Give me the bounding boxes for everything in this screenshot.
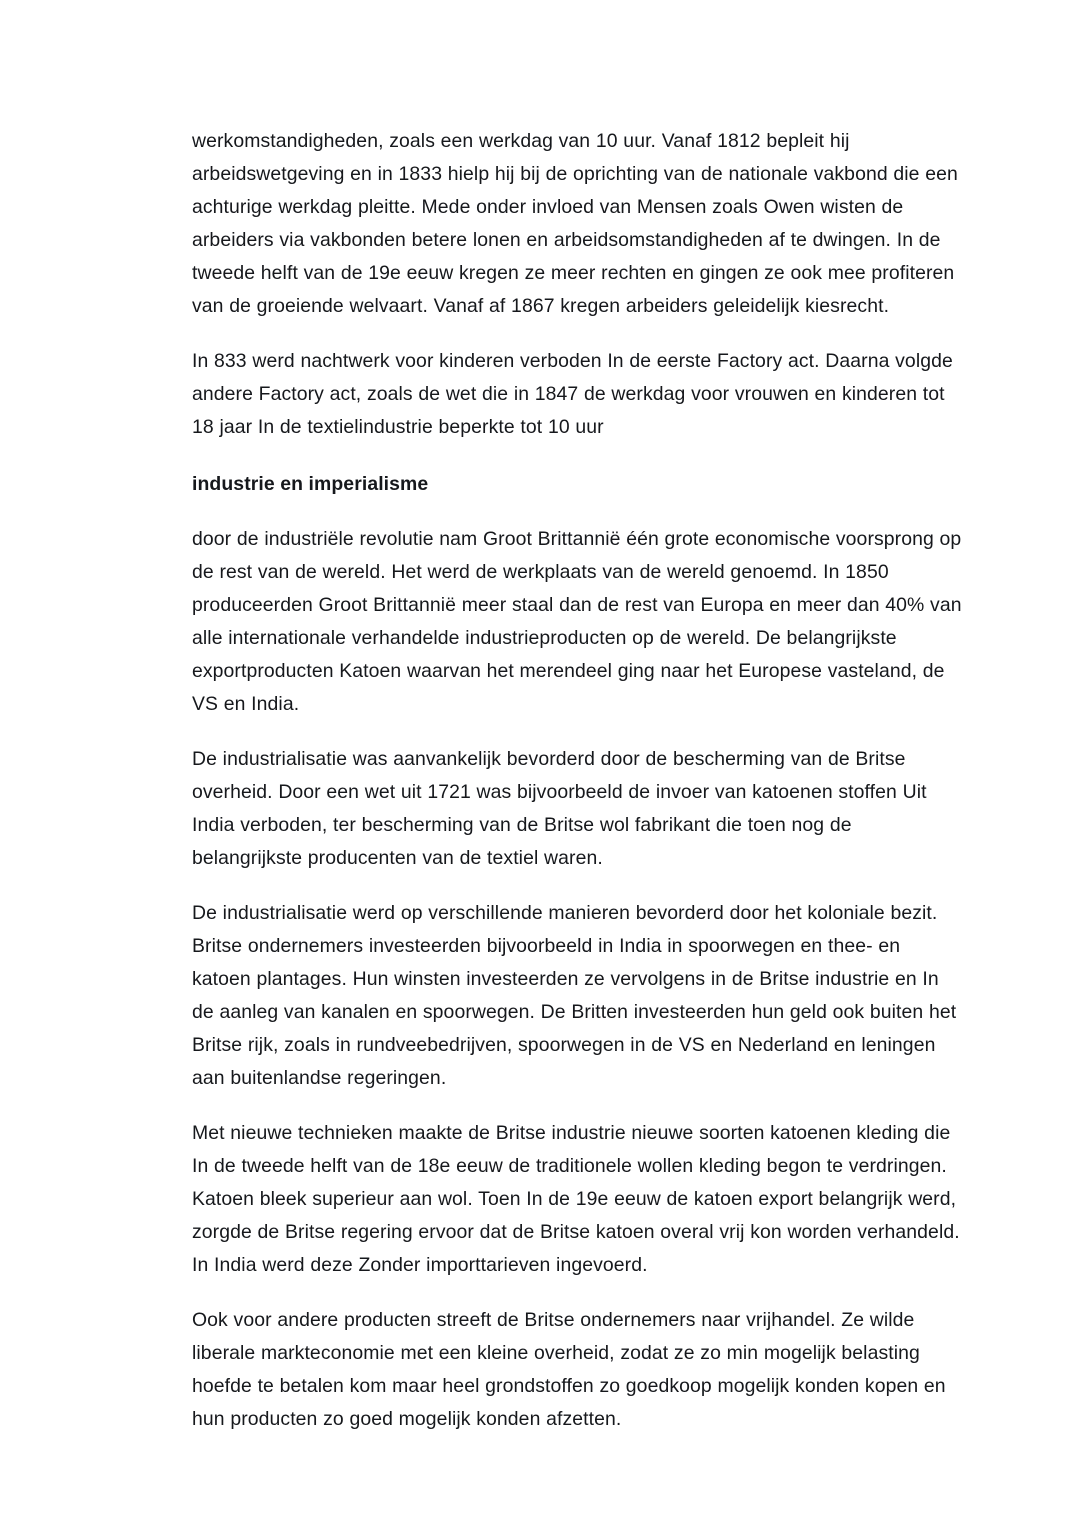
document-body (192, 125, 964, 1436)
paragraph-cotton-clothing: Met nieuwe technieken maakte de Britse industrie nieuwe soorten katoenen kleding die In de tweede helft van de 18e eeuw de traditionele wollen kleding begon te verdringen. Katoen bleek superieur aan wol. Toen In de 19e eeuw de katoen export belangrijk werd, zorgde de Britse regering ervoor dat de Britse katoen overal vrij kon worden verhandeld. In India werd deze Zonder importtarieven ingevoerd. (192, 1122, 960, 1276)
paragraph-state-protection: De industrialisatie was aanvankelijk bevorderd door de bescherming van de Britse overheid. Door een wet uit 1721 was bijvoorbeeld de invoer van katoenen stoffen Uit India verboden, ter bescherming van de Britse wol fabrikant die toen nog de belangrijkste producenten van de textiel waren. (192, 748, 927, 869)
section-heading-industrie-en-imperialisme: industrie en imperialisme (192, 473, 429, 495)
paragraph-free-trade: Ook voor andere producten streeft de Britse ondernemers naar vrijhandel. Ze wilde liberale markteconomie met een kleine overheid, zodat ze zo min mogelijk belasting hoefde te betalen kom maar heel grondstoffen zo goedkoop mogelijk konden kopen en hun producten zo goed mogelijk konden afzetten. (192, 1309, 946, 1430)
paragraph-economic-lead: door de industriële revolutie nam Groot Brittannië één grote economische voorsprong op de rest van de wereld. Het werd de werkplaats van de wereld genoemd. In 1850 produceerden Groot Brittannië meer staal dan de rest van Europa en meer dan 40% van alle internationale verhandelde industrieproducten op de wereld. De belangrijkste exportproducten Katoen waarvan het merendeel ging naar het Europese vasteland, de VS en India. (192, 528, 962, 715)
paragraph-colonial-investment: De industrialisatie werd op verschillende manieren bevorderd door het koloniale bezit. Britse ondernemers investeerden bijvoorbeeld in India in spoorwegen en thee- en katoen plantages. Hun winsten investeerden ze vervolgens in de Britse industrie en In de aanleg van kanalen en spoorwegen. De Britten investeerden hun geld ook buiten het Britse rijk, zoals in rundveebedrijven, spoorwegen in de VS en Nederland en leningen aan buitenlandse regeringen. (192, 902, 957, 1089)
paragraph-factory-acts: In 833 werd nachtwerk voor kinderen verboden In de eerste Factory act. Daarna volgde andere Factory act, zoals de wet die in 1847 de werkdag voor vrouwen en kinderen tot 18 jaar In de textielindustrie beperkte tot 10 uur (192, 350, 953, 438)
paragraph-work-conditions: werkomstandigheden, zoals een werkdag van 10 uur. Vanaf 1812 bepleit hij arbeidswetgeving en in 1833 hielp hij bij de oprichting van de nationale vakbond die een achturige werkdag pleitte. Mede onder invloed van Mensen zoals Owen wisten de arbeiders via vakbonden betere lonen en arbeidsomstandigheden af te dwingen. In de tweede helft van de 19e eeuw kregen ze meer rechten en gingen ze ook mee profiteren van de groeiende welvaart. Vanaf af 1867 kregen arbeiders geleidelijk kiesrecht. (192, 130, 958, 317)
